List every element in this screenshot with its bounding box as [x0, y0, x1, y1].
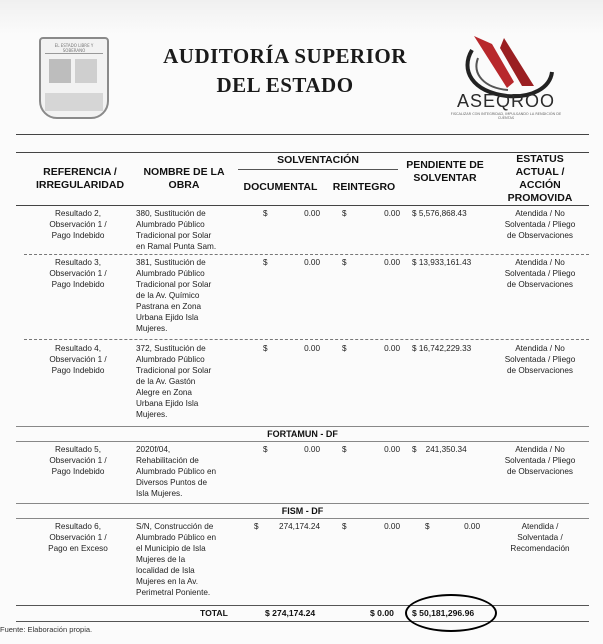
row4-reintegro: 0.00: [384, 445, 400, 454]
row1-documental: 0.00: [304, 209, 320, 218]
row5-pendiente: 0.00: [464, 522, 480, 531]
row1-obra: 380, Sustitución de Alumbrado Público Tradicional por Solar en Ramal Punta Sam.: [136, 209, 217, 251]
row4-obra: 2020f/04, Rehabilitación de Alumbrado Público en Diversos Puntos de Isla Mujeres.: [136, 445, 217, 498]
row5-rei-symbol: $: [342, 522, 347, 531]
header-pendiente: PENDIENTE DE SOLVENTAR: [406, 159, 484, 184]
page-title-line2: DEL ESTADO: [216, 73, 354, 97]
header-reintegro: REINTEGRO: [332, 181, 396, 193]
total-documental: $ 274,174.24: [265, 608, 316, 618]
row4-documental: 0.00: [304, 445, 320, 454]
logo-text: ASEQROO: [456, 91, 556, 111]
logo-subtitle: FISCALIZAR CON INTEGRIDAD, IMPULSANDO LA RENDICIÓN DE CUENTAS: [450, 112, 562, 120]
header-documental: DOCUMENTAL: [243, 181, 318, 193]
row3-estatus: Atendida / No Solventada / Pliego de Observaciones: [504, 344, 576, 375]
table-bottom-rule: [16, 621, 589, 622]
row4-rei-symbol: $: [342, 445, 347, 454]
row2-estatus: Atendida / No Solventada / Pliego de Observaciones: [504, 258, 576, 289]
total-reintegro: $ 0.00: [370, 608, 394, 618]
page-title-line1: AUDITORÍA SUPERIOR: [163, 44, 407, 68]
header-obra: NOMBRE DE LA OBRA: [143, 166, 225, 191]
row5-doc-symbol: $: [254, 522, 259, 531]
section-rule: [16, 426, 589, 427]
row5-ref: Resultado 6, Observación 1 / Pago en Exceso: [48, 522, 108, 553]
row2-rei-symbol: $: [342, 258, 347, 267]
row2-doc-symbol: $: [263, 258, 268, 267]
header-solventacion: SOLVENTACIÓN: [277, 154, 359, 166]
total-pendiente: $ 50,181,296.96: [412, 608, 475, 618]
row4-estatus: Atendida / No Solventada / Pliego de Observaciones: [504, 445, 576, 476]
row1-ref: Resultado 2, Observación 1 / Pago Indebido: [49, 209, 107, 240]
row3-rei-symbol: $: [342, 344, 347, 353]
table-header-bottom-rule: [16, 205, 589, 206]
solventacion-rule: [238, 169, 398, 170]
total-label: TOTAL: [200, 608, 228, 618]
row2-documental: 0.00: [304, 258, 320, 267]
row1-doc-symbol: $: [263, 209, 268, 218]
header-referencia: REFERENCIA / IRREGULARIDAD: [35, 166, 125, 191]
row3-pendiente: $ 16,742,229.33: [412, 344, 472, 353]
row3-ref: Resultado 4, Observación 1 / Pago Indebido: [49, 344, 107, 375]
section-rule: [16, 518, 589, 519]
row5-estatus: Atendida / Solventada / Recomendación: [510, 522, 570, 553]
row5-pend-symbol: $: [425, 522, 430, 531]
row3-reintegro: 0.00: [384, 344, 400, 353]
row-separator: [24, 339, 589, 340]
row5-obra: S/N, Construcción de Alumbrado Público en el Municipio de Isla Mujeres de la localidad de Isla Mujeres en la Av. Perimetral Poniente.: [136, 522, 217, 597]
state-seal-icon: [39, 37, 109, 119]
row1-estatus: Atendida / No Solventada / Pliego de Observaciones: [504, 209, 576, 240]
row1-reintegro: 0.00: [384, 209, 400, 218]
source-note: Fuente: Elaboración propia.: [0, 625, 93, 634]
row2-pendiente: $ 13,933,161.43: [412, 258, 472, 267]
row5-reintegro: 0.00: [384, 522, 400, 531]
section-rule: [16, 441, 589, 442]
total-rule: [16, 605, 589, 606]
row2-obra: 381, Sustitución de Alumbrado Público Tradicional por Solar de la Av. Químico Pastrana en Zona Urbana Ejido Isla Mujeres.: [136, 258, 212, 333]
row4-doc-symbol: $: [263, 445, 268, 454]
header-top-rule: [16, 134, 589, 135]
row3-documental: 0.00: [304, 344, 320, 353]
section-rule: [16, 503, 589, 504]
section-fortamun: FORTAMUN - DF: [267, 429, 338, 439]
row4-pendiente: $ 241,350.34: [412, 445, 467, 454]
section-fism: FISM - DF: [281, 506, 324, 516]
row1-pendiente: $ 5,576,868.43: [412, 209, 467, 218]
row3-doc-symbol: $: [263, 344, 268, 353]
highlight-circle: [405, 594, 497, 632]
row4-ref: Resultado 5, Observación 1 / Pago Indebido: [49, 445, 107, 476]
scan-shadow: [0, 0, 603, 34]
row-separator: [24, 254, 589, 255]
seal-band-text: EL ESTADO LIBRE Y SOBERANO: [45, 43, 103, 54]
row2-ref: Resultado 3, Observación 1 / Pago Indebido: [49, 258, 107, 289]
row1-rei-symbol: $: [342, 209, 347, 218]
row5-documental: 274,174.24: [279, 522, 320, 531]
row2-reintegro: 0.00: [384, 258, 400, 267]
row3-obra: 372, Sustitución de Alumbrado Público Tradicional por Solar de la Av. Gastón Alegre en Zona Urbana Ejido Isla Mujeres.: [136, 344, 212, 419]
header-estatus: ESTATUS ACTUAL / ACCIÓN PROMOVIDA: [507, 153, 573, 204]
